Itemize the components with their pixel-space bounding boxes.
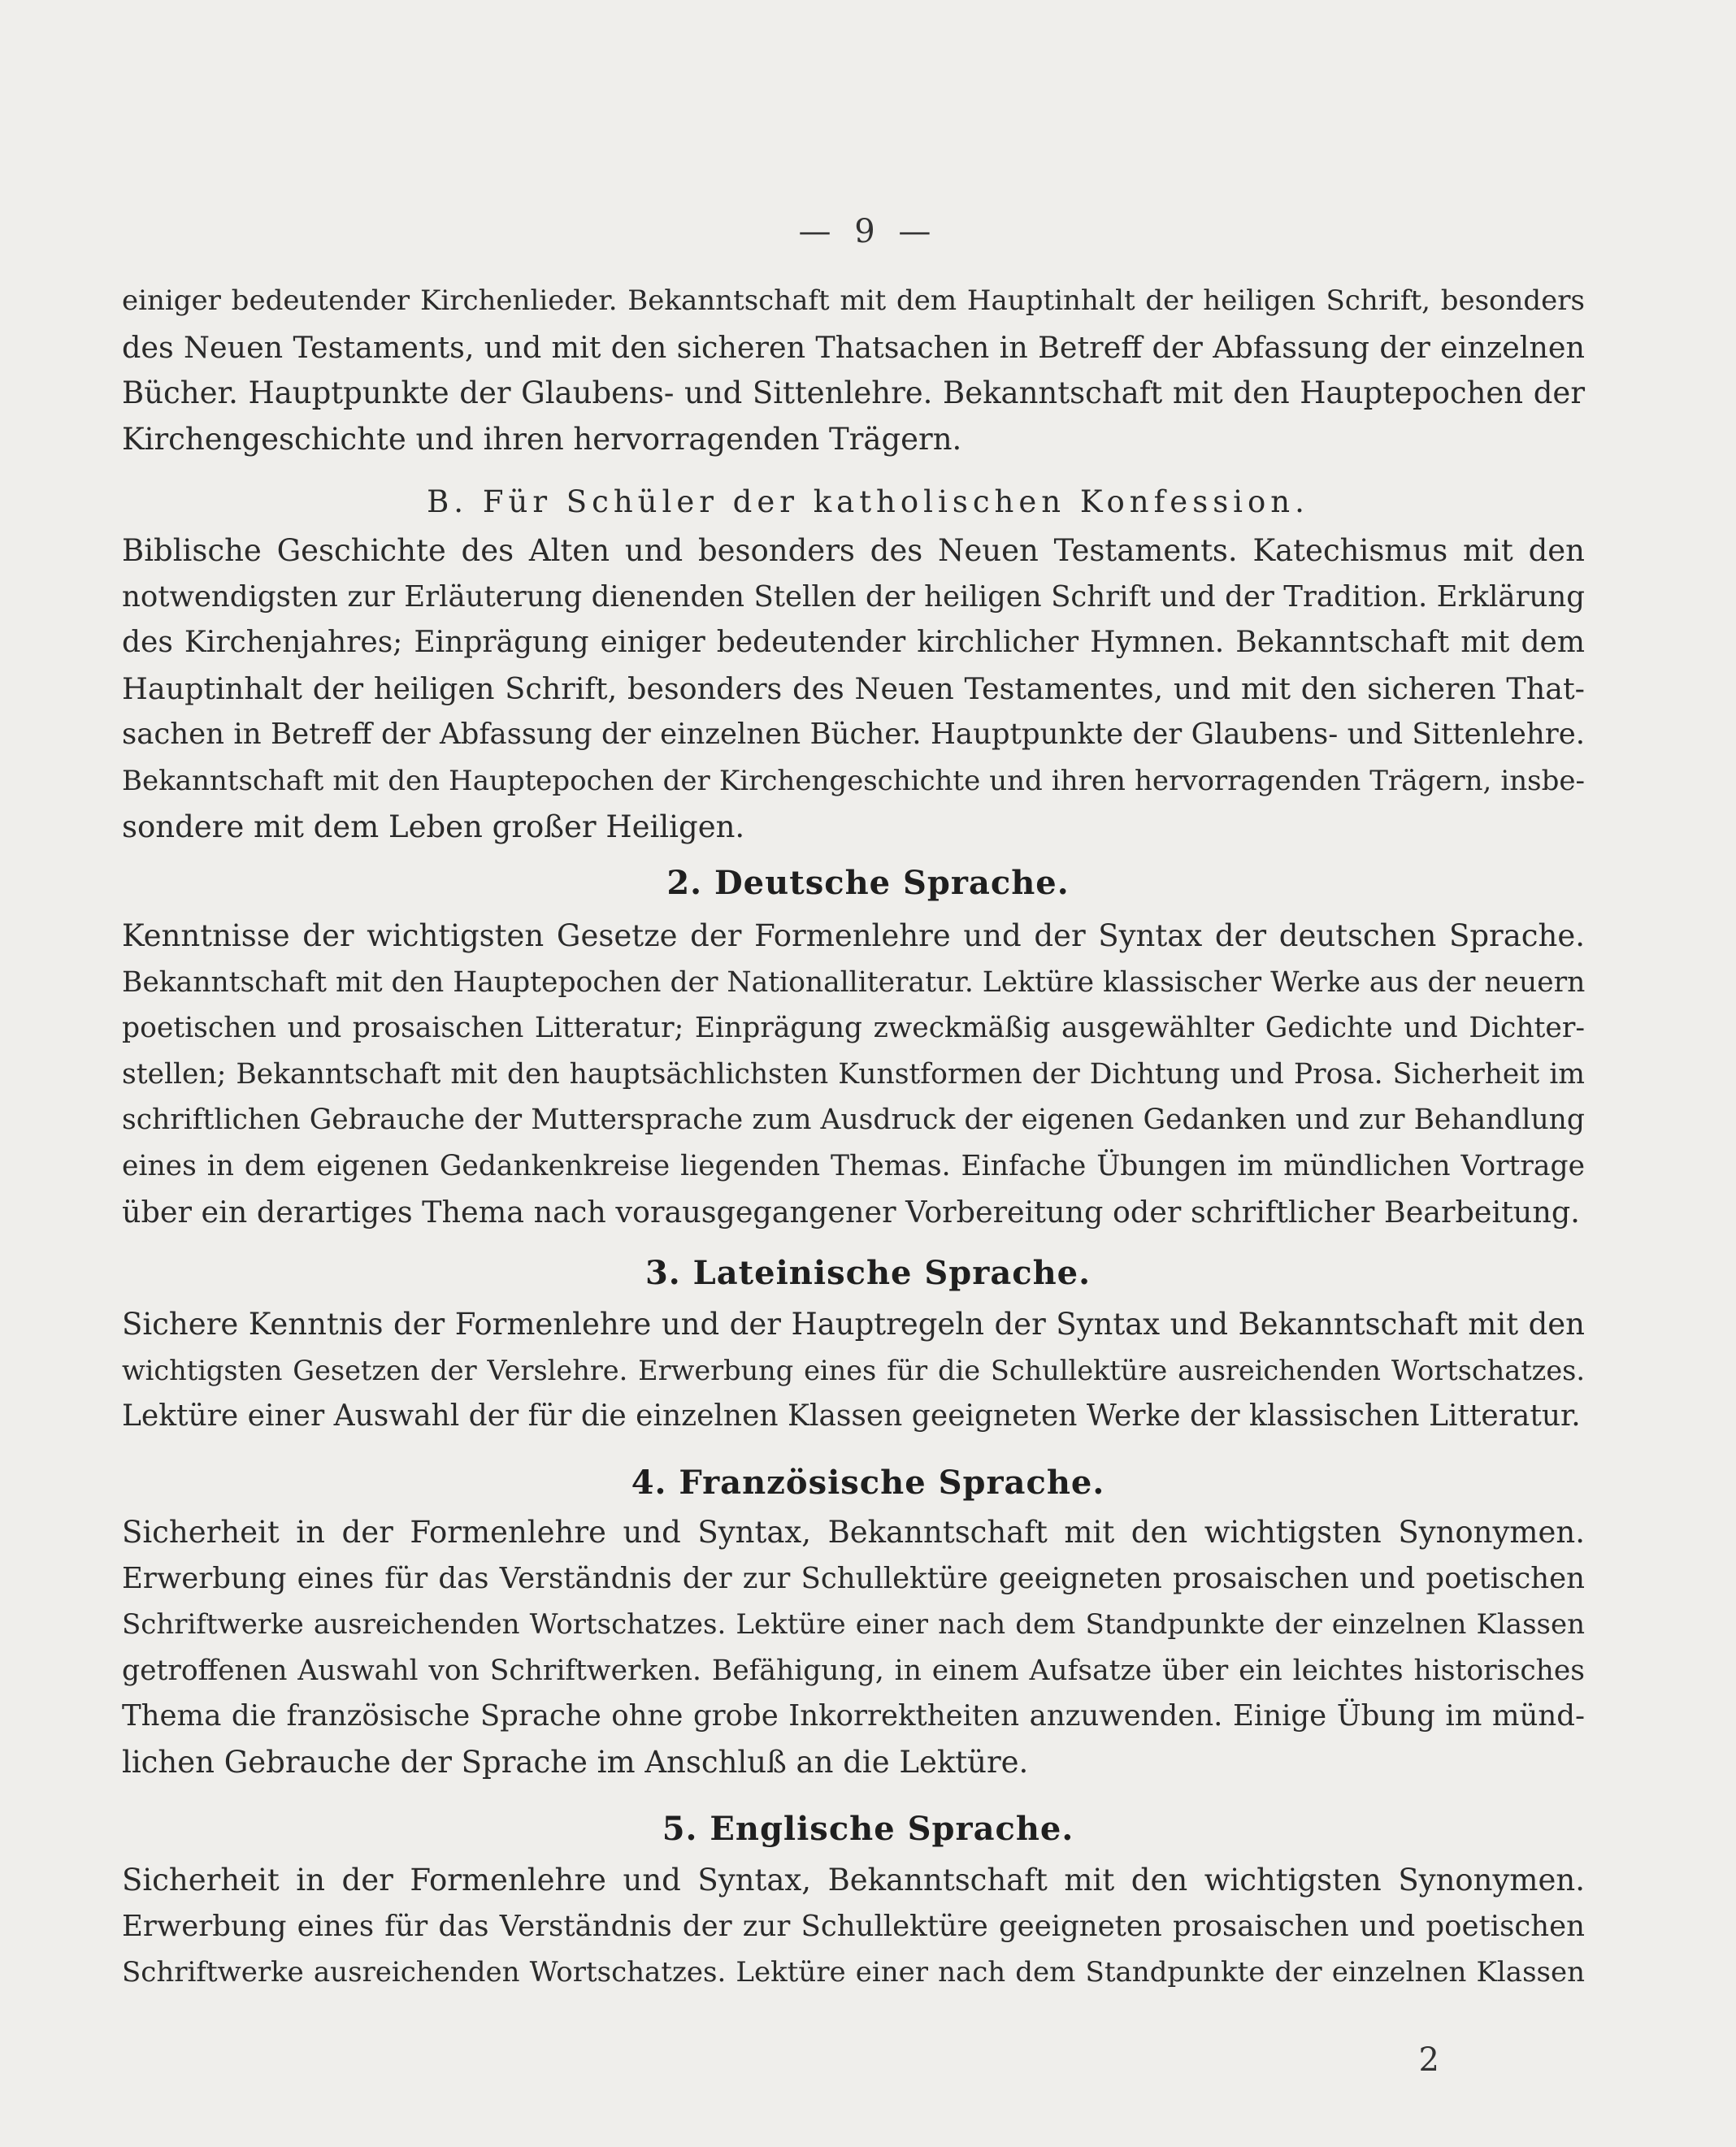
paragraph-line: einiger bedeutender Kirchenlieder. Bekanntschaft mit dem Hauptinhalt der heiligen Schrift, besonders — [122, 284, 1585, 317]
german-paragraph — [122, 913, 1585, 1235]
heading-german: 2. Deutsche Sprache. — [666, 864, 1070, 902]
paragraph-line: poetischen und prosaischen Litteratur; Einprägung zweckmäßig ausgewählter Gedichte und Dichter- — [122, 1012, 1585, 1045]
paragraph-line: sachen in Betreff der Abfassung der einzelnen Bücher. Hauptpunkte der Glaubens- und Sittenlehre. — [122, 718, 1585, 752]
paragraph-line: wichtigsten Gesetzen der Verslehre. Erwerbung eines für die Schullektüre ausreichenden Wortschatzes. — [122, 1354, 1585, 1386]
paragraph-line: des Neuen Testaments, und mit den sicheren Thatsachen in Betreff der Abfassung der einzelnen — [122, 329, 1585, 365]
paragraph-line: Sicherheit in der Formenlehre und Syntax, Bekanntschaft mit den wichtigsten Synonymen. — [122, 1515, 1585, 1550]
paragraph-line: Bekanntschaft mit den Hauptepochen der Nationalliteratur. Lektüre klassischer Werke aus der neuern — [122, 965, 1586, 999]
english-paragraph — [122, 1858, 1585, 1996]
french-paragraph — [122, 1510, 1585, 1786]
paragraph-line: schriftlichen Gebrauche der Muttersprache zum Ausdruck der eigenen Gedanken und zur Behandlung — [122, 1104, 1585, 1137]
heading-english: 5. Englische Sprache. — [662, 1810, 1074, 1848]
page-number: — 9 — — [798, 213, 938, 250]
paragraph-line: Biblische Geschichte des Alten und besonders des Neuen Testaments. Katechismus mit den — [122, 533, 1585, 568]
paragraph-line: Sichere Kenntnis der Formenlehre und der Hauptregeln der Syntax und Bekanntschaft mit den — [122, 1307, 1585, 1342]
heading-latin: 3. Lateinische Sprache. — [644, 1254, 1092, 1292]
catholic-paragraph — [122, 528, 1585, 850]
paragraph-line: Kirchengeschichte und ihren hervorragenden Trägern. — [122, 421, 962, 457]
paragraph-line: notwendigsten zur Erläuterung dienenden Stellen der heiligen Schrift und der Tradition. Erklärung — [122, 579, 1585, 614]
latin-paragraph — [122, 1302, 1585, 1440]
paragraph-line: über ein derartiges Thema nach vorausgegangener Vorbereitung oder schriftlicher Bearbeitung. — [122, 1194, 1580, 1230]
paragraph-line: Hauptinhalt der heiligen Schrift, besonders des Neuen Testamentes, und mit den sicheren That- — [122, 670, 1585, 706]
paragraph-line: Schriftwerke ausreichenden Wortschatzes. Lektüre einer nach dem Standpunkte der einzelnen Klassen — [122, 1608, 1585, 1642]
paragraph-line: Thema die französische Sprache ohne grobe Inkorrektheiten anzuwenden. Einige Übung im münd- — [122, 1699, 1585, 1733]
paragraph-line: Erwerbung eines für das Verständnis der zur Schullektüre geeigneten prosaischen und poetischen — [122, 1561, 1585, 1595]
section-b-heading: B. Für Schüler der katholischen Konfession. — [427, 484, 1309, 519]
signature-mark: 2 — [1418, 2041, 1439, 2079]
paragraph-line: sondere mit dem Leben großer Heiligen. — [122, 809, 745, 844]
paragraph-line: eines in dem eigenen Gedankenkreise liegenden Themas. Einfache Übungen im mündlichen Vortrage — [122, 1149, 1585, 1182]
paragraph-line: Kenntnisse der wichtigsten Gesetze der Formenlehre und der Syntax der deutschen Sprache. — [122, 918, 1585, 953]
heading-french: 4. Französische Sprache. — [631, 1464, 1105, 1502]
paragraph-line: Bücher. Hauptpunkte der Glaubens- und Sittenlehre. Bekanntschaft mit den Hauptepochen der — [122, 375, 1585, 411]
intro-paragraph — [122, 278, 1585, 462]
paragraph-line: stellen; Bekanntschaft mit den hauptsächlichsten Kunstformen der Dichtung und Prosa. Sicherheit im — [122, 1057, 1585, 1091]
paragraph-line: Erwerbung eines für das Verständnis der zur Schullektüre geeigneten prosaischen und poetischen — [122, 1909, 1585, 1943]
paragraph-line: Schriftwerke ausreichenden Wortschatzes. Lektüre einer nach dem Standpunkte der einzelnen Klassen — [122, 1956, 1585, 1989]
paragraph-line: lichen Gebrauche der Sprache im Anschluß an die Lektüre. — [122, 1744, 1029, 1780]
paragraph-line: Bekanntschaft mit den Hauptepochen der Kirchengeschichte und ihren hervorragenden Trägern, insbe- — [122, 764, 1585, 797]
paragraph-line: des Kirchenjahres; Einprägung einiger bedeutender kirchlicher Hymnen. Bekanntschaft mit dem — [122, 626, 1585, 660]
paragraph-line: Sicherheit in der Formenlehre und Syntax, Bekanntschaft mit den wichtigsten Synonymen. — [122, 1863, 1585, 1898]
paragraph-line: Lektüre einer Auswahl der für die einzelnen Klassen geeigneten Werke der klassischen Litteratur. — [122, 1399, 1581, 1434]
paragraph-line: getroffenen Auswahl von Schriftwerken. Befähigung, in einem Aufsatze über ein leichtes historisches — [122, 1654, 1585, 1687]
